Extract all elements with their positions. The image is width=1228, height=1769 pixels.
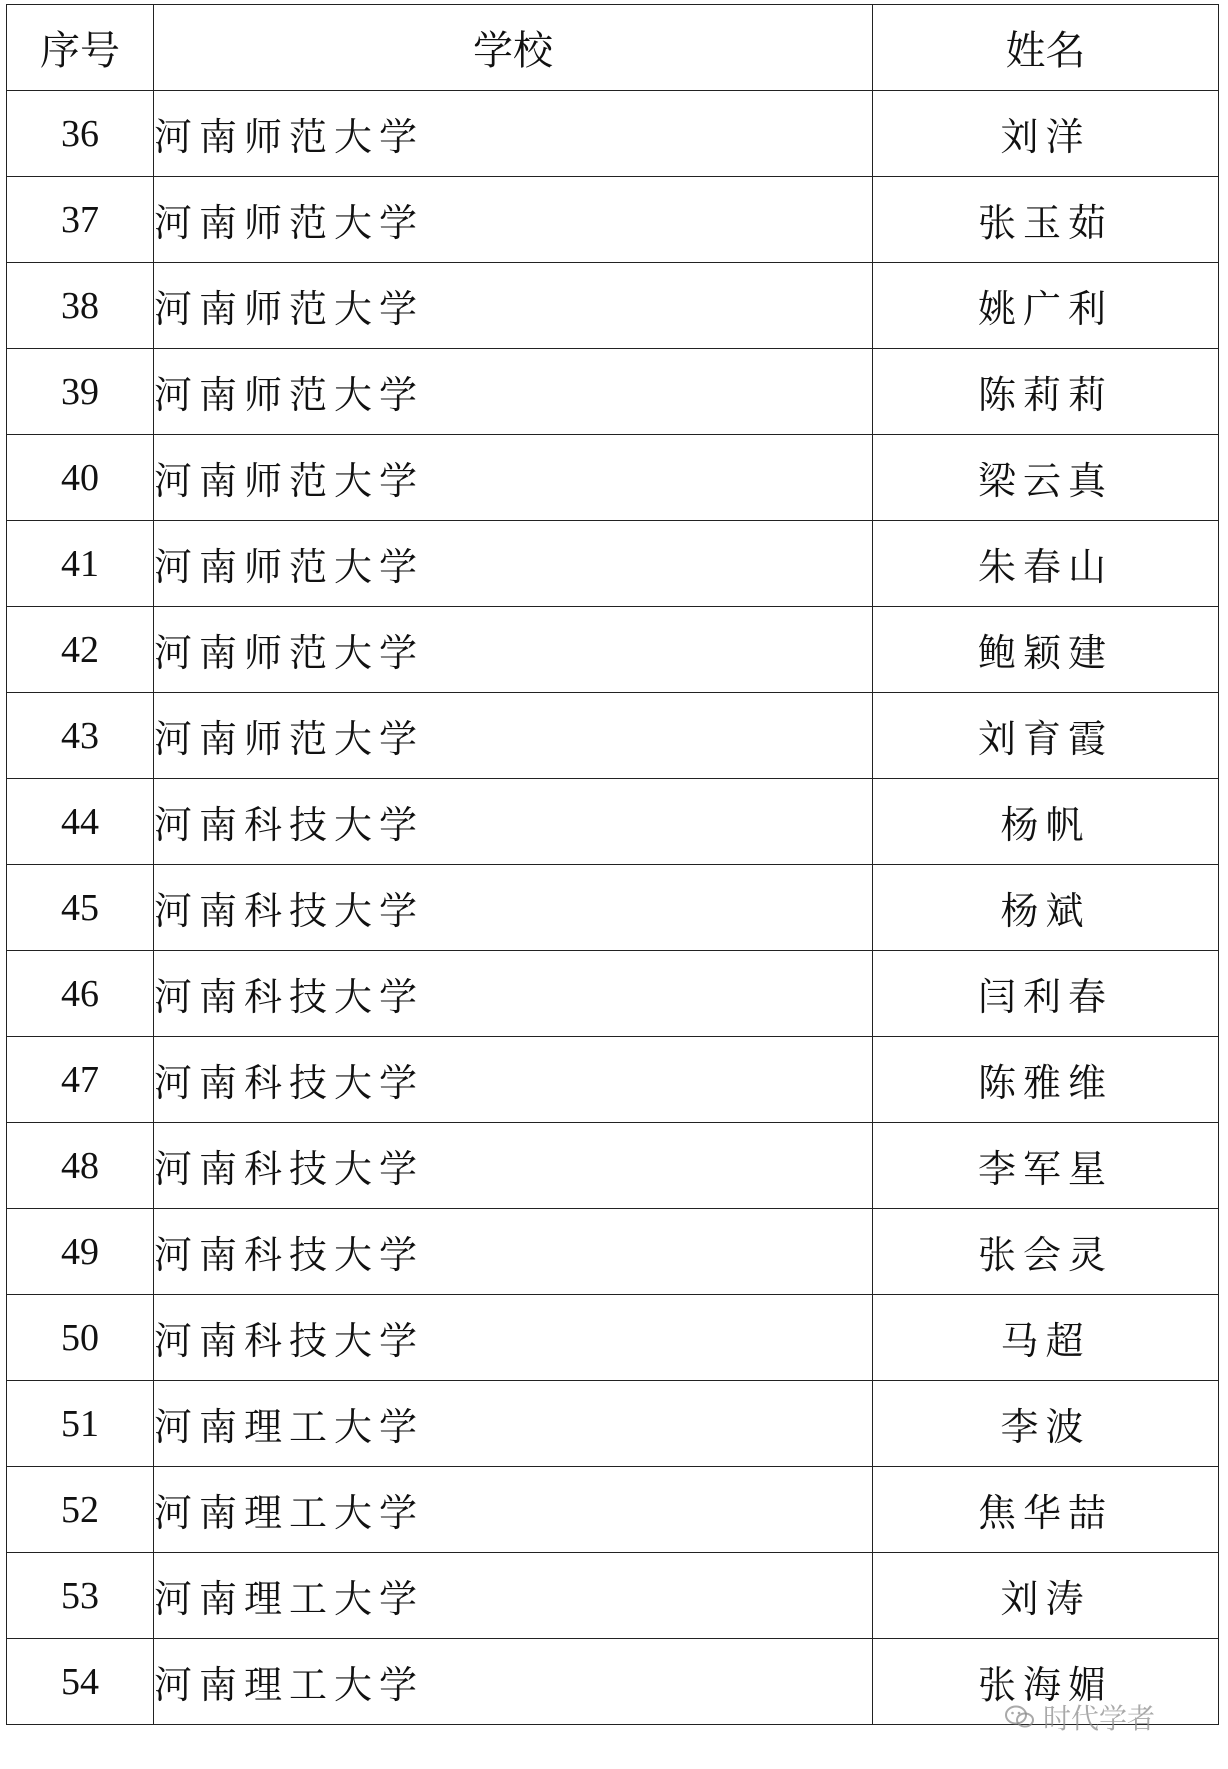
header-name: 姓名	[873, 5, 1219, 91]
cell-name: 闫利春	[873, 951, 1219, 1037]
cell-school: 河南师范大学	[154, 177, 873, 263]
table-row	[7, 1037, 1219, 1123]
header-no: 序号	[7, 5, 154, 91]
table-row	[7, 951, 1219, 1037]
cell-no: 51	[7, 1381, 154, 1467]
cell-school: 河南师范大学	[154, 693, 873, 779]
table-row	[7, 91, 1219, 177]
cell-no: 52	[7, 1467, 154, 1553]
table-row	[7, 435, 1219, 521]
cell-school: 河南理工大学	[154, 1467, 873, 1553]
cell-no: 44	[7, 779, 154, 865]
cell-name: 张海媚	[873, 1639, 1219, 1725]
cell-school: 河南师范大学	[154, 349, 873, 435]
cell-no: 48	[7, 1123, 154, 1209]
cell-name: 张会灵	[873, 1209, 1219, 1295]
watermark	[1005, 1697, 1155, 1737]
wechat-icon	[1005, 1704, 1035, 1730]
cell-name: 杨斌	[873, 865, 1219, 951]
cell-name: 刘育霞	[873, 693, 1219, 779]
table-row	[7, 1209, 1219, 1295]
table-row	[7, 1381, 1219, 1467]
cell-name: 陈莉莉	[873, 349, 1219, 435]
cell-no: 43	[7, 693, 154, 779]
header-school: 学校	[154, 5, 873, 91]
cell-no: 39	[7, 349, 154, 435]
cell-name: 刘涛	[873, 1553, 1219, 1639]
cell-school: 河南科技大学	[154, 1037, 873, 1123]
table-row	[7, 1295, 1219, 1381]
cell-school: 河南科技大学	[154, 779, 873, 865]
cell-school: 河南师范大学	[154, 521, 873, 607]
table-row	[7, 1123, 1219, 1209]
cell-name: 李波	[873, 1381, 1219, 1467]
cell-no: 54	[7, 1639, 154, 1725]
table-header	[7, 5, 1219, 91]
cell-name: 杨帆	[873, 779, 1219, 865]
table-body	[7, 91, 1219, 1725]
cell-no: 37	[7, 177, 154, 263]
cell-name: 刘洋	[873, 91, 1219, 177]
cell-no: 53	[7, 1553, 154, 1639]
cell-school: 河南师范大学	[154, 435, 873, 521]
cell-name: 姚广利	[873, 263, 1219, 349]
watermark-text: 时代学者	[1043, 1702, 1156, 1735]
cell-no: 47	[7, 1037, 154, 1123]
cell-name: 陈雅维	[873, 1037, 1219, 1123]
cell-school: 河南师范大学	[154, 263, 873, 349]
cell-school: 河南科技大学	[154, 865, 873, 951]
cell-no: 49	[7, 1209, 154, 1295]
header-row	[7, 5, 1219, 91]
table-row	[7, 779, 1219, 865]
table-row	[7, 521, 1219, 607]
cell-name: 梁云真	[873, 435, 1219, 521]
cell-school: 河南科技大学	[154, 951, 873, 1037]
cell-no: 38	[7, 263, 154, 349]
table-row	[7, 693, 1219, 779]
table-row	[7, 349, 1219, 435]
cell-name: 马超	[873, 1295, 1219, 1381]
cell-name: 李军星	[873, 1123, 1219, 1209]
cell-name: 焦华喆	[873, 1467, 1219, 1553]
table-row	[7, 865, 1219, 951]
cell-school: 河南师范大学	[154, 91, 873, 177]
table-row	[7, 263, 1219, 349]
cell-name: 张玉茹	[873, 177, 1219, 263]
cell-no: 45	[7, 865, 154, 951]
cell-name: 朱春山	[873, 521, 1219, 607]
table-row	[7, 177, 1219, 263]
cell-no: 42	[7, 607, 154, 693]
cell-no: 50	[7, 1295, 154, 1381]
cell-no: 40	[7, 435, 154, 521]
cell-school: 河南师范大学	[154, 607, 873, 693]
cell-school: 河南科技大学	[154, 1123, 873, 1209]
cell-school: 河南理工大学	[154, 1553, 873, 1639]
cell-school: 河南理工大学	[154, 1381, 873, 1467]
cell-school: 河南科技大学	[154, 1295, 873, 1381]
cell-no: 36	[7, 91, 154, 177]
table-row	[7, 607, 1219, 693]
cell-no: 46	[7, 951, 154, 1037]
cell-name: 鲍颖建	[873, 607, 1219, 693]
cell-school: 河南理工大学	[154, 1639, 873, 1725]
table-row	[7, 1553, 1219, 1639]
table-row	[7, 1467, 1219, 1553]
roster-table	[6, 4, 1219, 1725]
cell-no: 41	[7, 521, 154, 607]
cell-school: 河南科技大学	[154, 1209, 873, 1295]
